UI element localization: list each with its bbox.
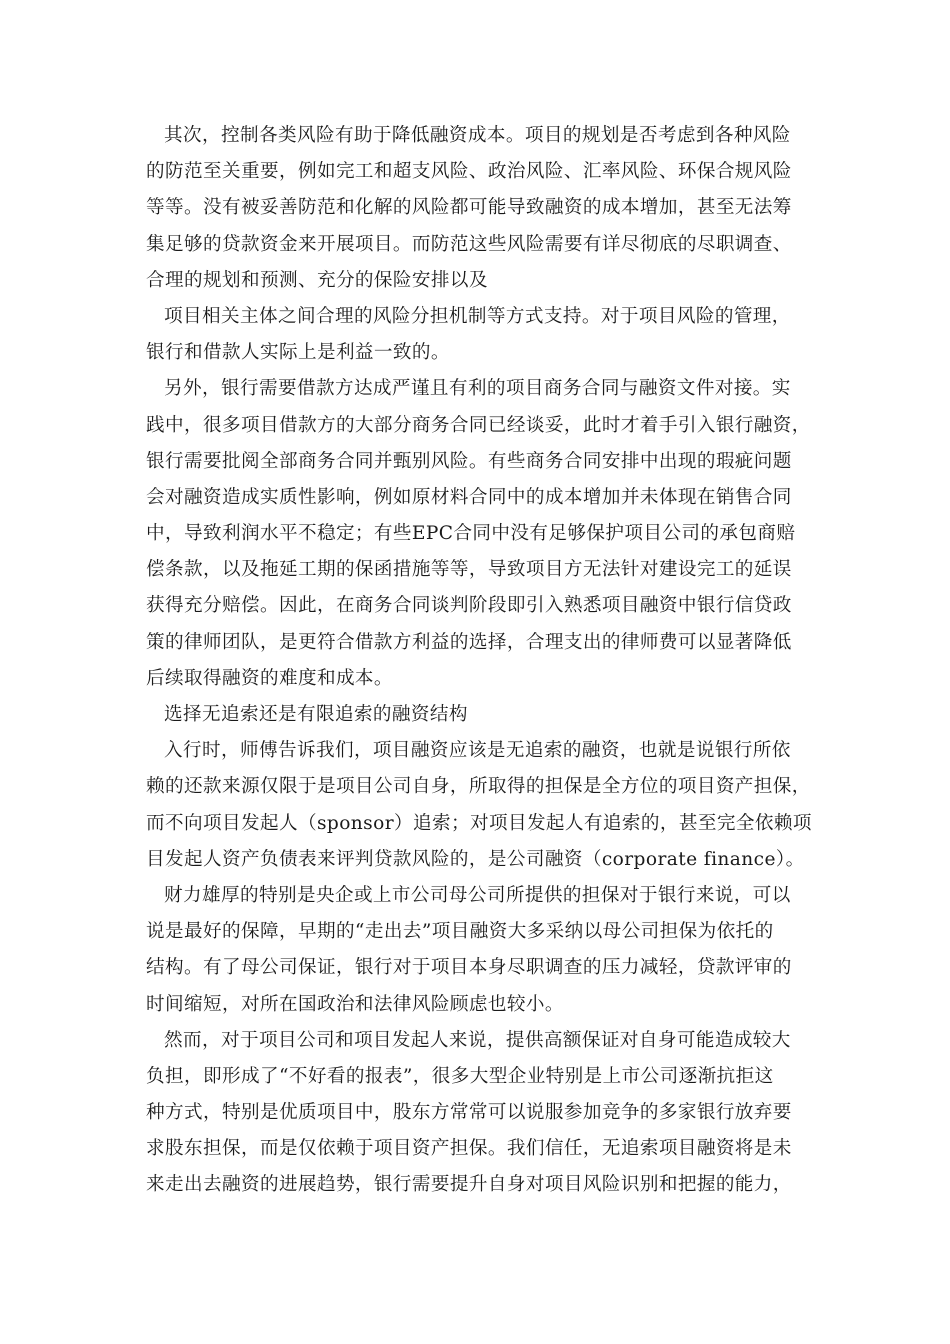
text-line: 银行需要批阅全部商务合同并甄别风险。有些商务合同安排中出现的瑕疵问题 [146, 450, 792, 472]
text-line: 集足够的贷款资金来开展项目。而防范这些风险需要有详尽彻底的尽职调查、 [146, 233, 792, 255]
text-line: 目发起人资产负债表来评判贷款风险的，是公司融资（corporate finance）。 [146, 848, 805, 870]
text-line: 策的律师团队，是更符合借款方利益的选择，合理支出的律师费可以显著降低 [146, 631, 792, 653]
text-line: 中，导致利润水平不稳定；有些EPC合同中没有足够保护项目公司的承包商赔 [146, 523, 796, 545]
text-line: 种方式，特别是优质项目中，股东方常常可以说服参加竞争的多家银行放弃要 [146, 1102, 792, 1124]
text-line: 求股东担保，而是仅依赖于项目资产担保。我们信任，无追索项目融资将是未 [146, 1138, 792, 1160]
text-line: 的防范至关重要，例如完工和超支风险、政治风险、汇率风险、环保合规风险 [146, 161, 792, 183]
text-line: 入行时，师傅告诉我们，项目融资应该是无追索的融资，也就是说银行所依 [164, 740, 791, 762]
text-line: 项目相关主体之间合理的风险分担机制等方式支持。对于项目风险的管理， [164, 305, 791, 327]
text-line: 另外，银行需要借款方达成严谨且有利的项目商务合同与融资文件对接。实 [164, 378, 791, 400]
document-body [146, 118, 812, 1204]
text-line: 说是最好的保障，早期的“走出去”项目融资大多采纳以母公司担保为依托的 [146, 921, 774, 943]
text-line: 等等。没有被妥善防范和化解的风险都可能导致融资的成本增加，甚至无法筹 [146, 197, 792, 219]
text-line: 赖的还款来源仅限于是项目公司自身，所取得的担保是全方位的项目资产担保， [146, 776, 811, 798]
text-line: 银行和借款人实际上是利益一致的。 [146, 342, 450, 364]
text-line: 会对融资造成实质性影响，例如原材料合同中的成本增加并未体现在销售合同 [146, 486, 792, 508]
text-line: 合理的规划和预测、充分的保险安排以及 [146, 269, 488, 291]
text-line: 偿条款，以及拖延工期的保函措施等等，导致项目方无法针对建设完工的延误 [146, 559, 792, 581]
text-line: 时间缩短，对所在国政治和法律风险顾虑也较小。 [146, 993, 564, 1015]
text-line: 然而，对于项目公司和项目发起人来说，提供高额保证对自身可能造成较大 [164, 1029, 791, 1051]
text-line: 来走出去融资的进展趋势，银行需要提升自身对项目风险识别和把握的能力， [146, 1174, 792, 1196]
text-line: 后续取得融资的难度和成本。 [146, 667, 393, 689]
text-line: 其次，控制各类风险有助于降低融资成本。项目的规划是否考虑到各种风险 [164, 125, 791, 146]
text-line: 而不向项目发起人（sponsor）追索；对项目发起人有追索的，甚至完全依赖项 [146, 812, 812, 834]
text-line: 结构。有了母公司保证，银行对于项目本身尽职调查的压力减轻，贷款评审的 [146, 957, 792, 979]
text-line: 获得充分赔偿。因此，在商务合同谈判阶段即引入熟悉项目融资中银行信贷政 [146, 595, 792, 617]
text-line: 践中，很多项目借款方的大部分商务合同已经谈妥，此时才着手引入银行融资， [146, 414, 811, 436]
section-heading: 选择无追索还是有限追索的融资结构 [164, 704, 468, 725]
text-line: 负担，即形成了“不好看的报表”，很多大型企业特别是上市公司逐渐抗拒这 [146, 1065, 774, 1087]
text-line: 财力雄厚的特别是央企或上市公司母公司所提供的担保对于银行来说，可以 [164, 884, 791, 906]
